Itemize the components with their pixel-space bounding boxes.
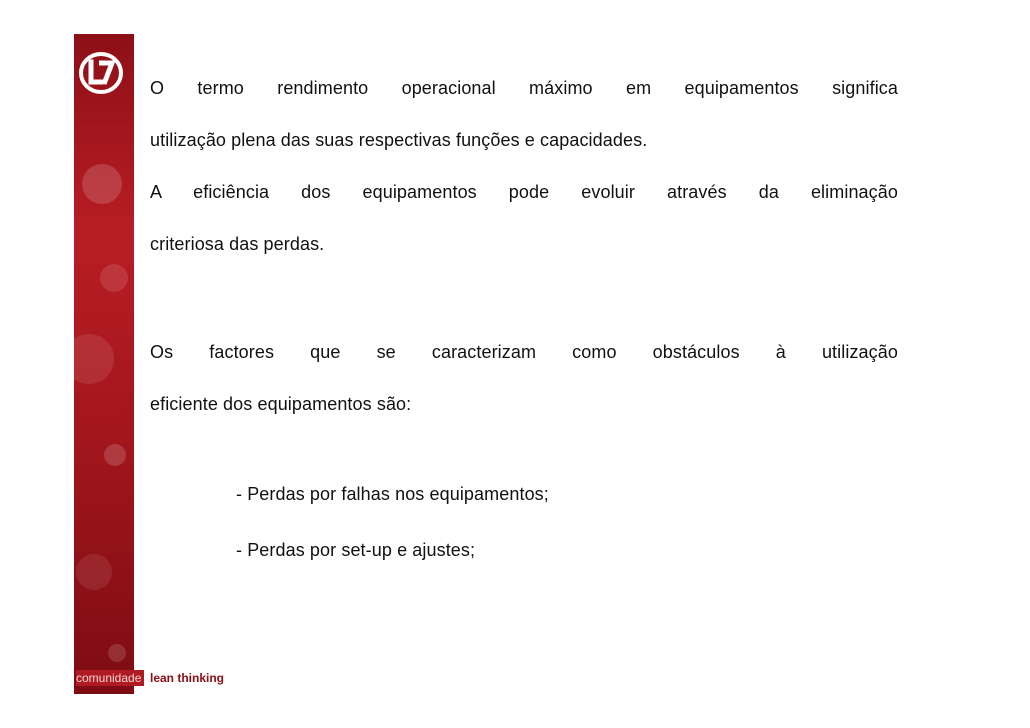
paragraph1-line2: utilização plena das suas respectivas funções e capacidades.	[150, 130, 648, 150]
paragraph2-line1: A eficiência dos equipamentos pode evoluir através da eliminação	[150, 182, 898, 202]
bokeh-light	[76, 554, 112, 590]
bokeh-light	[100, 264, 128, 292]
list-item: - Perdas por set-up e ajustes;	[236, 540, 476, 560]
bokeh-light	[108, 644, 126, 662]
paragraph2-line2: criteriosa das perdas.	[150, 234, 325, 254]
bokeh-light	[74, 334, 114, 384]
slide-footer	[0, 670, 260, 690]
footer-brand-right: lean thinking	[150, 671, 225, 685]
footer-brand-left: comunidade	[76, 670, 144, 686]
bokeh-light	[104, 444, 126, 466]
bokeh-light	[82, 164, 122, 204]
side-decorative-band	[74, 34, 134, 694]
paragraph1-line1: O termo rendimento operacional máximo em equipamentos significa	[150, 78, 898, 98]
paragraph3-line2: eficiente dos equipamentos são:	[150, 394, 412, 414]
list-item: - Perdas por falhas nos equipamentos;	[236, 484, 549, 504]
paragraph3-line1: Os factores que se caracterizam como obstáculos à utilização	[150, 342, 898, 362]
lt-logo-icon	[79, 52, 123, 94]
